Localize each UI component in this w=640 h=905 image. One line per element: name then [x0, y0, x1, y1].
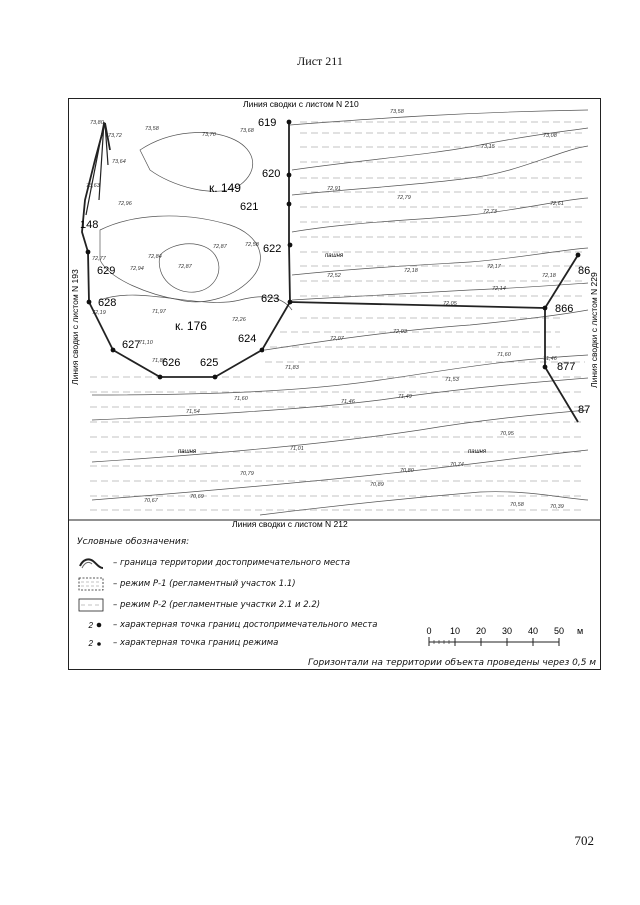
point-620: 620: [262, 168, 281, 180]
spot-height: 70,80: [400, 468, 414, 474]
spot-height: 70,58: [510, 502, 524, 508]
regime-point-icon: [77, 636, 107, 650]
spot-height: 70,79: [240, 471, 254, 477]
edge-label-bottom: Линия сводки с листом N 212: [232, 519, 348, 529]
spot-height: 71,83: [285, 365, 299, 371]
point-148: 148: [80, 219, 99, 231]
spot-height: 71,97: [152, 309, 166, 315]
spot-height: 71,01: [290, 446, 304, 452]
spot-height: 73,70: [202, 132, 216, 138]
zone-r2-icon: [77, 598, 107, 612]
scale-tick-label: 10: [449, 626, 461, 636]
point-629: 629: [97, 265, 116, 277]
edge-label-left: Линия сводки с листом N 193: [70, 269, 80, 385]
field-label: пашня: [468, 449, 487, 455]
spot-height: 72,77: [92, 256, 106, 262]
spot-height: 72,18: [404, 268, 418, 274]
legend: [68, 530, 601, 670]
legend-title: Условные обозначения:: [77, 537, 190, 547]
scale-unit: м: [577, 626, 584, 636]
legend-item-label: – граница территории достопримечательного места: [113, 558, 351, 568]
point-627: 627: [122, 339, 141, 351]
point-624: 624: [238, 333, 257, 345]
spot-height: 72,58: [245, 242, 259, 248]
spot-height: 72,94: [130, 266, 144, 272]
legend-item: [77, 598, 320, 612]
point-87: 87: [578, 404, 591, 416]
spot-height: 73,80: [90, 120, 104, 126]
spot-height: 72,14: [492, 286, 506, 292]
contour-interval-note: Горизонтали на территории объекта проведены через 0,5 м: [308, 658, 597, 668]
scale-tick-label: 20: [475, 626, 487, 636]
sheet-title: Лист 211: [297, 54, 343, 68]
svg-text:2: 2: [88, 621, 93, 630]
spot-height: 72,03: [393, 329, 407, 335]
spot-height: 71,49: [398, 394, 412, 400]
spot-height: 72,87: [213, 244, 227, 250]
spot-height: 70,74: [450, 462, 464, 468]
contour-lines: [92, 110, 591, 515]
spot-heights: [86, 109, 564, 510]
scale-tick-label: 0: [426, 626, 432, 636]
triangle-markers: [86, 122, 108, 215]
legend-item: [77, 636, 278, 650]
spot-height: 71,10: [139, 340, 153, 346]
page-number: 702: [574, 833, 594, 848]
spot-height: 70,69: [190, 494, 204, 500]
legend-item: [77, 577, 296, 591]
point-86: 86: [578, 265, 591, 277]
point-619: 619: [258, 117, 277, 129]
point-623: 623: [261, 293, 280, 305]
spot-height: 71,53: [445, 377, 459, 383]
edge-label-top: Линия сводки с листом N 210: [243, 99, 359, 109]
spot-height: 72,17: [487, 264, 501, 270]
spot-height: 70,89: [370, 482, 384, 488]
spot-height: 70,39: [550, 504, 564, 510]
boundary-point-icon: [77, 618, 107, 632]
spot-height: 71,54: [186, 409, 200, 415]
spot-height: 72,05: [443, 301, 457, 307]
spot-height: 71,60: [234, 396, 248, 402]
boundary-hatch-icon: [77, 556, 107, 570]
spot-height: 73,64: [112, 159, 126, 165]
zone-hatch: [90, 122, 585, 510]
scale-tick-label: 30: [501, 626, 513, 636]
legend-item: [77, 618, 377, 632]
field-label: пашня: [178, 449, 197, 455]
spot-height: 72,73: [483, 209, 497, 215]
area-label-149: к. 149: [209, 181, 241, 195]
legend-item-label: – характерная точка границ достопримечательного места: [113, 620, 378, 630]
spot-height: 73,63: [86, 183, 100, 189]
edge-label-right: Линия сводки с листом N 229: [589, 272, 599, 388]
spot-height: 72,87: [178, 264, 192, 270]
legend-item-label: – характерная точка границ режима: [113, 638, 279, 648]
spot-height: 72,91: [327, 186, 341, 192]
area-label-176: к. 176: [175, 319, 207, 333]
spot-height: 72,07: [330, 336, 344, 342]
spot-height: 70,95: [500, 431, 514, 437]
spot-height: 72,26: [232, 317, 246, 323]
spot-height: 70,67: [144, 498, 158, 504]
spot-height: 71,46: [341, 399, 355, 405]
point-625: 625: [200, 357, 219, 369]
spot-height: 72,96: [118, 201, 132, 207]
scale-tick-label: 50: [553, 626, 565, 636]
spot-height: 73,68: [240, 128, 254, 134]
spot-height: 73,58: [390, 109, 404, 115]
spot-height: 72,84: [148, 254, 162, 260]
legend-item: [77, 556, 350, 570]
legend-item-label: – режим Р-2 (регламентные участки 2.1 и 2.2): [113, 600, 321, 610]
point-621: 621: [240, 201, 259, 213]
spot-height: 73,15: [481, 144, 495, 150]
field-label: пашня: [325, 253, 344, 259]
spot-height: 71,60: [497, 352, 511, 358]
point-866: 866: [555, 303, 574, 315]
scale-bar: [425, 624, 595, 654]
spot-height: 73,72: [108, 133, 122, 139]
spot-height: 73,08: [543, 133, 557, 139]
spot-height: 72,18: [542, 273, 556, 279]
point-877: 877: [557, 361, 576, 373]
point-626: 626: [162, 357, 181, 369]
legend-item-label: – режим Р-1 (регламентный участок 1.1): [113, 579, 296, 589]
svg-text:2: 2: [88, 639, 93, 648]
spot-height: 73,58: [145, 126, 159, 132]
scale-tick-label: 40: [527, 626, 539, 636]
spot-height: 72,79: [397, 195, 411, 201]
spot-height: 72,61: [550, 201, 564, 207]
spot-height: 72,19: [92, 310, 106, 316]
spot-height: 71,87: [152, 358, 166, 364]
spot-height: 71,46: [543, 356, 557, 362]
spot-height: 72,52: [327, 273, 341, 279]
zone-r1-icon: [77, 577, 107, 591]
point-622: 622: [263, 243, 282, 255]
point-628: 628: [98, 297, 117, 309]
